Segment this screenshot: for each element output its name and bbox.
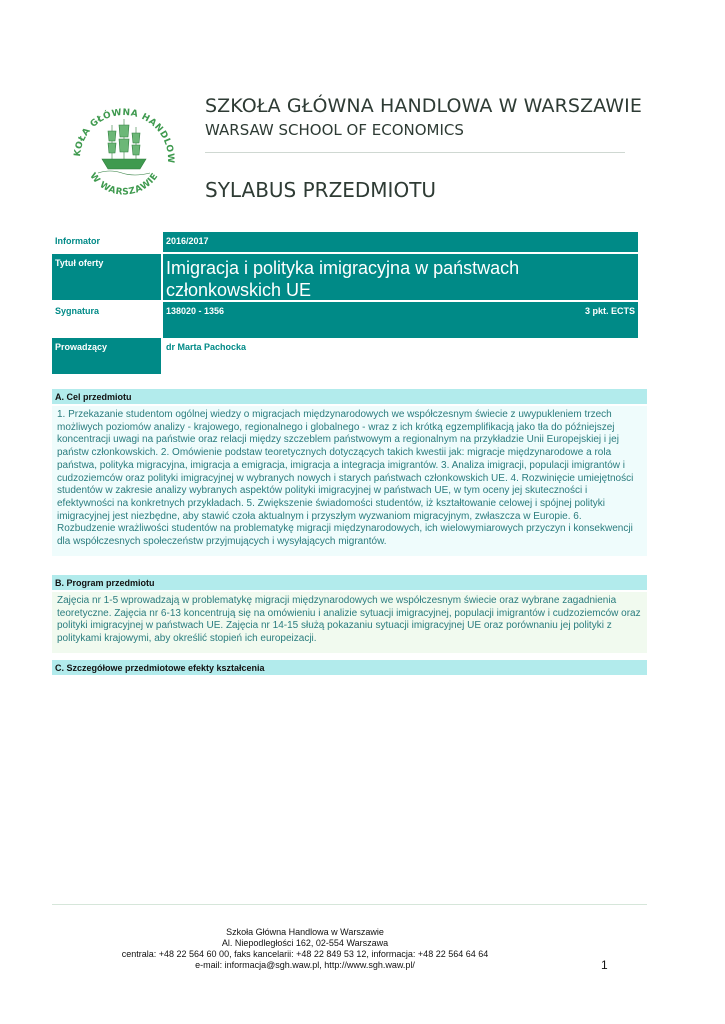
offer-title-value: Imigracja i polityka imigracyjna w państwach członkowskich UE bbox=[163, 254, 638, 300]
lecturer-label: Prowadzący bbox=[52, 338, 161, 374]
footer-contact: e-mail: informacja@sgh.waw.pl, http://www.sgh.waw.pl/ bbox=[195, 960, 415, 970]
informator-value: 2016/2017 bbox=[163, 232, 638, 252]
school-name-en: WARSAW SCHOOL OF ECONOMICS bbox=[205, 121, 464, 139]
offer-title-label: Tytuł oferty bbox=[52, 254, 161, 300]
school-logo bbox=[62, 97, 182, 202]
signature-code: 138020 - 1356 bbox=[166, 306, 225, 316]
signature-label: Sygnatura bbox=[52, 302, 161, 338]
lecturer-row bbox=[52, 338, 638, 374]
svg-text:SZKOŁA GŁÓWNA HANDLOWA bbox=[62, 97, 175, 163]
section-a-body: 1. Przekazanie studentom ogólnej wiedzy o migracjach międzynarodowych we współczesnym świecie z uwypukleniem trzech możliwych poziomów analizy - krajowego, regionalnego i globalnego - wraz z ich krótką egzemplifikacją jako tła do późniejszej koncentracji uwagi na państwie oraz relacji między szczeblem państwowym a regionalnym na przykładzie Unii Europejskiej i jej państw członkowskich. 2. Omówienie podstaw teoretycznych dotyczących takich kwestii jak: migracje międzynarodowe a rola państwa, polityka migracyjna, imigracja a emigracja, imigracja a integracja imigrantów. 3. Analiza imigracji, populacji imigrantów i cudzoziemców oraz polityki imigracyjnej w wybranych nowych i starych państwach członkowskich UE. 4. Rozwinięcie umiejętności studentów w zakresie analizy wybranych aspektów polityki imigracyjnej w państwach UE, w tym oceny jej skuteczności i efektywności na konkretnych przykładach. 5. Zwiększenie świadomości studentów, iż kształtowanie celowej i spójnej polityki imigracyjnej jest niezbędne, aby stawić czoła aktualnym i przyszłym wyzwaniom migracyjnym, zwłaszcza w Europie. 6. Rozbudzenie wrażliwości studentów na problematykę migracji międzynarodowych, ich wielowymiarowych przyczyn i konsekwencji dla współczesnych społeczeństw przyjmujących i wysyłających migrantów. bbox=[52, 406, 647, 556]
section-a-header: A. Cel przedmiotu bbox=[52, 389, 647, 404]
informator-label: Informator bbox=[52, 232, 161, 252]
footer-divider bbox=[52, 904, 647, 905]
footer-address: Al. Niepodległości 162, 02-554 Warszawa bbox=[221, 938, 389, 948]
section-b-header: B. Program przedmiotu bbox=[52, 575, 647, 590]
svg-text:W WARSZAWIE bbox=[87, 171, 160, 197]
logo-text-bottom: W WARSZAWIE bbox=[87, 171, 161, 198]
header-divider bbox=[205, 152, 625, 153]
signature-value bbox=[163, 302, 638, 338]
ship-icon bbox=[98, 119, 150, 175]
document-title: SYLABUS PRZEDMIOTU bbox=[205, 178, 437, 202]
lecturer-value: dr Marta Pachocka bbox=[163, 338, 638, 374]
school-name-pl: SZKOŁA GŁÓWNA HANDLOWA W WARSZAWIE bbox=[205, 95, 642, 117]
logo-text-top: KOŁA GŁÓWNA HANDLOW bbox=[72, 107, 176, 164]
page-number: 1 bbox=[601, 958, 608, 972]
footer-phones: centrala: +48 22 564 60 00, faks kancelarii: +48 22 849 53 12, informacja: +48 22 564 64 64 bbox=[121, 949, 489, 959]
signature-row bbox=[52, 302, 638, 338]
section-c-header: C. Szczegółowe przedmiotowe efekty kształcenia bbox=[52, 660, 647, 675]
ects-points: 3 pkt. ECTS bbox=[584, 306, 635, 316]
section-b-body: Zajęcia nr 1-5 wprowadzają w problematykę migracji międzynarodowych we współczesnym świecie oraz wybrane zagadnienia teoretyczne. Zajęcia nr 6-13 koncentrują się na omówieniu i analizie sytuacji imigracyjnej, populacji imigrantów i cudzoziemców oraz polityki imigracyjnej w państwach UE. Zajęcia nr 14-15 służą pokazaniu sytuacji imigracyjnej UE oraz porównaniu jej polityki z politykami krajowymi, aby określić stopień ich europeizacji. bbox=[52, 592, 647, 653]
informator-row bbox=[52, 232, 638, 252]
offer-title-row bbox=[52, 254, 638, 300]
footer-school-name: Szkoła Główna Handlowa w Warszawie bbox=[226, 927, 384, 937]
